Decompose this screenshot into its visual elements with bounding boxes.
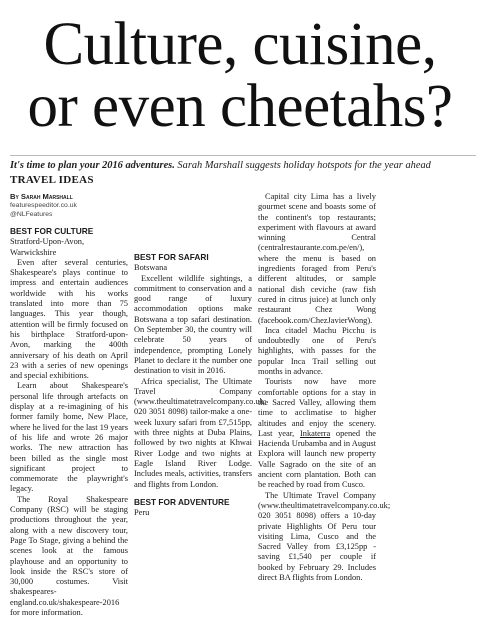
adventure-paragraph-3a: Tourists now have more comfortable options for a stay in the Sacred Valley, allowing them time to acclimatise to higher altitudes and enjoy the scenery. Last year, [258, 377, 376, 438]
adventure-paragraph-3b: opened the Hacienda Urubamba and in August Explora will launch new property Valle Sagrado on the site of an ancient corn plantation. Both can be reached by road from Cusco. [258, 428, 376, 490]
section-label: TRAVEL IDEAS [10, 174, 94, 186]
safari-paragraph-1: Excellent wildlife sightings, a commitment to conservation and a good range of luxury accommodation options make Botswana a top safari destination. On September 30, the country will celebrate 50 years of independence, prompting Lonely Planet to declare it the number one destination to visit in 2016. [134, 273, 252, 376]
inkaterra-link[interactable]: Inkaterra [299, 428, 331, 438]
standfirst-text: Sarah Marshall suggests holiday hotspots for the year ahead [174, 160, 431, 171]
standfirst-kicker: It's time to plan your 2016 adventures. [10, 160, 175, 171]
safari-place: Botswana [134, 263, 168, 273]
culture-place: Stratford-Upon-Avon, Warwickshire [10, 237, 85, 257]
column-3 [258, 192, 391, 583]
culture-paragraph-1: Even after several centuries, Shakespeare's plays continue to impress and entertain audiences worldwide with his works translated into more than 75 languages. This year though, attention will be firmly focused on his birthplace Stratford-upon-Avon, marking the 400th anniversary of his death on April 23 with a series of new openings and special exhibitions. [10, 257, 128, 381]
adventure-paragraph-2: Inca citadel Machu Picchu is undoubtedly one of Peru's highlights, with passes for the popular Inca Trail selling out months in advance. [258, 325, 376, 377]
adventure-paragraph-3 [258, 377, 376, 490]
byline-twitter: @NLFeatures [10, 211, 53, 218]
byline [10, 192, 128, 219]
column-2 [134, 192, 267, 518]
byline-name: By Sarah Marshall [10, 192, 73, 201]
headline [0, 11, 480, 140]
culture-paragraph-3: The Royal Shakespeare Company (RSC) will be staging productions throughout the year, along with a new discovery tour, Page To Stage, giving a behind the scenes look at the famous playhouse and an opportunity to look inside the RSC's store of 30,000 costumes. Visit shakespeares-england.co.uk/shakespeare-2016 for more information. [10, 494, 128, 617]
byline-email: featurespeeditor.co.uk [10, 202, 77, 209]
safari-paragraph-2: Africa specialist, The Ultimate Travel Company (www.theultimatetravelcompany.co.uk; 020 3051 8098) tailor-make a one-week luxury safari from £7,515pp, with three nights at Duba Plains, followed by two nights at Khwai River Lodge and two nights at Eagle Island River Lodge. Includes meals, activities, transfers and flights from London. [134, 376, 267, 489]
adventure-paragraph-1: Capital city Lima has a lively gourmet scene and boasts some of the continent's top restaurants; experiment with flavours at award winning Central (centralrestaurante.com.pe/en/), where the menu is based on ingredients foraged from Peru's different altitudes, or sample national dish ceviche (raw fish cured in citrus juice) at lunch only restaurant Chez Wong (facebook.com/ChezJavierWong). [258, 192, 376, 325]
culture-paragraph-2: Learn about Shakespeare's personal life through artefacts on display at a re-imagining of his former family home, New Place, where he lived for the last 19 years of his life and wrote 26 major works. The new attraction has been billed as the single most significant project to commemorate the playwright's legacy. [10, 381, 128, 494]
headline-line-2: or even cheetahs? [27, 73, 453, 140]
column-1 [10, 192, 128, 618]
headline-line-1: Culture, cuisine, [43, 11, 437, 78]
adventure-heading: BEST FOR ADVENTURE [134, 496, 230, 507]
standfirst [10, 155, 476, 171]
culture-heading: BEST FOR CULTURE [10, 226, 94, 236]
safari-heading: BEST FOR SAFARI [134, 252, 209, 262]
adventure-place: Peru [134, 508, 150, 518]
adventure-paragraph-4: The Ultimate Travel Company (www.theultimatetravelcompany.co.uk; 020 3051 8098) offers a 10-day private Highlights Of Peru tour visiting Lima, Cusco and the Sacred Valley from £3,125pp - saving £1,540 per couple if booked by February 29. Includes direct BA flights from London. [258, 490, 391, 582]
